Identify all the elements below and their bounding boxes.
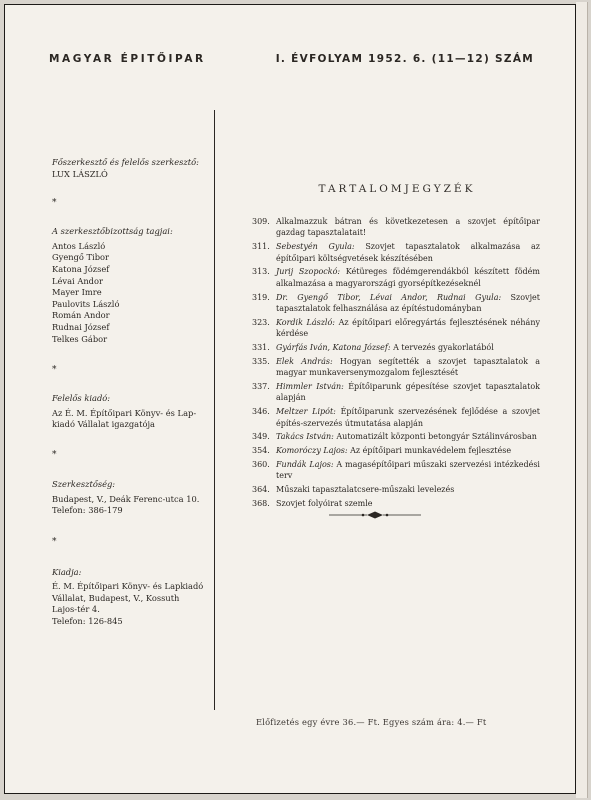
toc-entry: [252, 484, 540, 495]
toc-title-text: Szovjet tapasztalatok felhasználása az építéstudományban: [276, 292, 541, 314]
toc-entry: [252, 241, 540, 264]
toc-title: TARTALOMJEGYZÉK: [318, 183, 476, 195]
toc-title-text: Szovjet folyóirat szemle: [276, 499, 373, 509]
office-block: [52, 494, 212, 517]
toc-author: Meltzer Lipót:: [276, 407, 336, 417]
toc-page-number: 323.: [252, 317, 270, 327]
toc-page-number: 346.: [252, 407, 270, 417]
subscription-price: Előfizetés egy évre 36.— Ft. Egyes szám ára: 4.— Ft: [256, 717, 487, 727]
issuer-role: Kiadja:: [52, 566, 82, 577]
board-member: Lévai Andor: [52, 275, 103, 286]
issuer-line: Vállalat, Budapest, V., Kossuth: [52, 592, 180, 603]
board-member: Mayer Imre: [52, 287, 102, 298]
toc-page-number: 335.: [252, 356, 270, 366]
toc-author: Jurij Szopockó:: [276, 267, 341, 277]
publisher-line: Az É. M. Építőipari Könyv- és Lap-: [52, 407, 197, 418]
toc-page-number: 368.: [252, 499, 270, 509]
board-member: Antos László: [52, 240, 106, 251]
board-role: A szerkesztőbizottság tagjai:: [52, 226, 173, 237]
toc-page-number: 354.: [252, 446, 270, 456]
board-member: Gyengő Tibor: [52, 252, 109, 263]
toc-author: Komoróczy Lajos:: [276, 446, 348, 456]
separator-star: *: [52, 536, 57, 547]
toc-title-text: A magasépítőipari műszaki szervezési intézkedési terv: [276, 460, 540, 481]
toc-entry: [252, 266, 540, 289]
toc-title-text: Hogyan segítették a szovjet tapasztalatok a magyar munkaversenymozgalom fejlesztését: [276, 356, 540, 378]
office-line: Budapest, V., Deák Ferenc-utca 10.: [52, 493, 200, 504]
toc-entry: [252, 431, 540, 442]
toc-author: Elek András:: [276, 356, 333, 366]
toc-entry: [252, 356, 540, 379]
chief-editor-name: LUX LÁSZLÓ: [52, 168, 108, 179]
toc-entry: [252, 317, 540, 340]
office-line: Telefon: 386-179: [52, 505, 123, 516]
toc-author: Dr. Gyengő Tibor, Lévai Andor, Rudnai Gyula:: [276, 292, 502, 302]
toc-page-number: 360.: [252, 460, 270, 470]
separator-star: *: [52, 365, 57, 376]
toc-entry: [252, 498, 540, 509]
toc-page-number: 311.: [252, 242, 270, 252]
toc-title-text: Az építőipari munkavédelem fejlesztése: [350, 446, 512, 456]
toc-entry: [252, 445, 540, 456]
toc-author: Fundák Lajos:: [276, 460, 334, 470]
toc-title-text: A tervezés gyakorlatából: [393, 343, 494, 353]
toc-title-text: Az építőipari előregyártás fejlesztésének néhány kérdése: [276, 317, 540, 339]
toc-author: Sebestyén Gyula:: [276, 242, 355, 252]
toc-author: Himmler István:: [276, 382, 344, 392]
table-of-contents: [252, 216, 540, 512]
issuer-line: Lajos-tér 4.: [52, 604, 100, 615]
toc-title-text: Alkalmazzuk bátran és következetesen a szovjet építőipar gazdag tapasztalatait!: [276, 217, 540, 238]
toc-title-text: Kétüreges födémgerendákból készített födém alkalmazása a magyarországi gyorsépítkezéseknél: [276, 267, 541, 288]
separator-star: *: [52, 198, 57, 209]
toc-entry: [252, 292, 540, 315]
board-member: Román Andor: [52, 310, 110, 321]
toc-entry: [252, 216, 540, 239]
toc-title-text: Építőiparunk szervezésének fejlődése a szovjet építés-szervezés útmutatása alapján: [276, 407, 541, 428]
toc-author: Gyárfás Iván, Katona József:: [276, 343, 391, 353]
toc-page-number: 313.: [252, 267, 270, 277]
office-role: Szerkesztőség:: [52, 478, 116, 489]
masthead: [49, 53, 534, 69]
toc-title-text: Automatizált központi betongyár Sztálinvárosban: [336, 432, 537, 442]
publisher-role: Felelős kiadó:: [52, 393, 111, 404]
page-edge: [576, 2, 588, 798]
board-member: Telkes Gábor: [52, 333, 108, 344]
publisher-line: kiadó Vállalat igazgatója: [52, 419, 155, 430]
board-member: Paulovits László: [52, 298, 120, 309]
board-members-list: [52, 241, 212, 345]
toc-title-text: Szovjet tapasztalatok alkalmazása az építőipari költségvetések készítésében: [276, 242, 540, 263]
toc-title-text: Műszaki tapasztalatcsere-műszaki levelezés: [276, 485, 455, 495]
journal-title: MAGYAR ÉPITŐIPAR: [49, 53, 206, 65]
toc-page-number: 309.: [252, 217, 270, 226]
toc-page-number: 349.: [252, 432, 270, 442]
issuer-line: Telefon: 126-845: [52, 616, 123, 627]
toc-entry: [252, 459, 540, 482]
toc-entry: [252, 342, 540, 353]
toc-author: Takács István:: [276, 432, 334, 442]
issue-info: I. ÉVFOLYAM 1952. 6. (11—12) SZÁM: [275, 53, 534, 65]
issuer-line: É. M. Építőipari Könyv- és Lapkiadó: [52, 581, 204, 592]
ornament-divider: [327, 510, 423, 520]
toc-page-number: 364.: [252, 485, 270, 495]
separator-star: *: [52, 449, 57, 460]
toc-title-text: Építőiparunk gépesítése szovjet tapasztalatok alapján: [276, 382, 540, 403]
toc-author: Kordik László:: [276, 317, 335, 327]
column-divider: [214, 110, 215, 710]
publisher-block: [52, 408, 212, 431]
toc-page-number: 331.: [252, 343, 270, 353]
editorial-staff: [52, 157, 212, 628]
issuer-block: [52, 581, 212, 627]
board-member: Katona József: [52, 263, 110, 274]
toc-page-number: 337.: [252, 382, 270, 392]
toc-page-number: 319.: [252, 292, 270, 302]
toc-entry: [252, 381, 540, 404]
board-member: Rudnai József: [52, 321, 110, 332]
toc-entry: [252, 406, 540, 429]
chief-editor-role: Főszerkesztő és felelős szerkesztő:: [52, 157, 199, 167]
